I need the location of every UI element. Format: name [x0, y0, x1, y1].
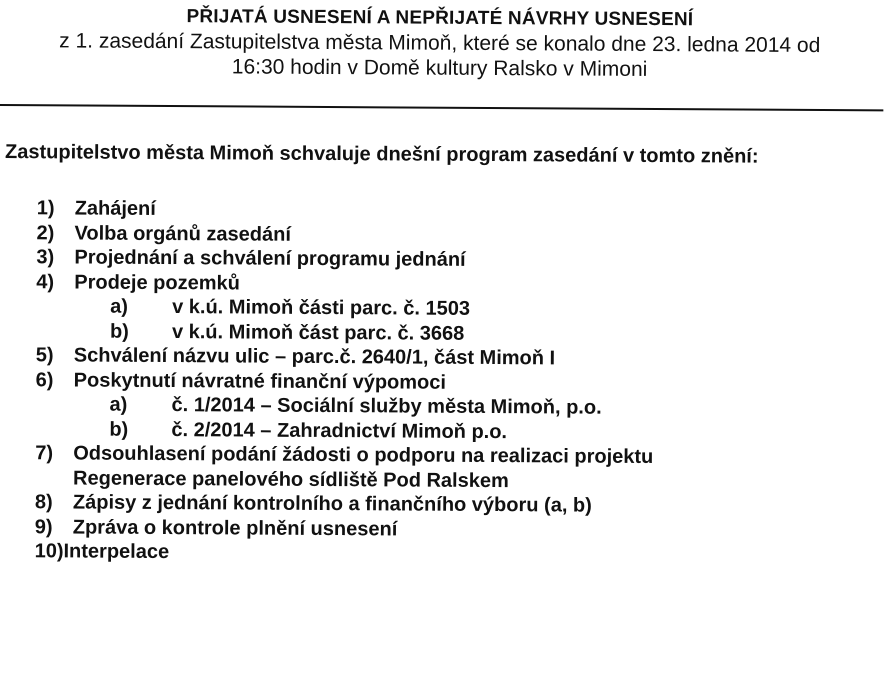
agenda-subitem-text: č. 2/2014 – Zahradnictví Mimoň p.o.: [171, 418, 508, 443]
agenda-subitem-text: v k.ú. Mimoň části parc. č. 1503: [172, 296, 471, 320]
agenda-item-text: Schválení názvu ulic – parc.č. 2640/1, část Mimoň I: [73, 344, 556, 370]
agenda-item-number: 8): [34, 491, 53, 514]
agenda-item-number: 2): [36, 221, 55, 244]
agenda-item-number: 3): [36, 246, 55, 269]
agenda-item-number: 1): [36, 197, 55, 220]
agenda-item: [35, 539, 865, 569]
header-divider: [0, 104, 883, 111]
resolution-lead: Zastupitelstvo města Mimoň schvaluje dnešní program zasedání v tomto znění:: [5, 141, 759, 168]
agenda-item-number: 4): [36, 270, 55, 293]
agenda-item-text: Odsouhlasení podání žádosti o podporu na realizaci projektu: [73, 442, 654, 468]
document-subtitle-line-2: 16:30 hodin v Domě kultury Ralsko v Mimoni: [231, 55, 648, 81]
agenda-item-text: Interpelace: [63, 540, 170, 564]
agenda-subitem-text: v k.ú. Mimoň část parc. č. 3668: [171, 320, 465, 345]
agenda-subitem-letter: b): [109, 418, 129, 441]
agenda-item-number: 10): [34, 540, 64, 563]
agenda-subitem-letter: a): [109, 393, 128, 416]
agenda-item-text: Volba orgánů zasedání: [74, 221, 291, 246]
agenda-item-text: Regenerace panelového sídliště Pod Ralskem: [73, 466, 509, 492]
agenda-subitem-text: č. 1/2014 – Sociální služby města Mimoň, p.o.: [171, 394, 602, 419]
document-header: [0, 4, 880, 83]
agenda-item-text: Zahájení: [74, 197, 156, 220]
document-title: PŘIJATÁ USNESENÍ A NEPŘIJATÉ NÁVRHY USNESENÍ: [186, 6, 694, 31]
document-subtitle-line-1: z 1. zasedání Zastupitelstva města Mimoň, které se konalo dne 23. ledna 2014 od: [59, 29, 821, 58]
agenda-item-text: Zápisy z jednání kontrolního a finančního výboru (a, b): [72, 491, 592, 517]
agenda-item-number: 6): [35, 368, 54, 391]
agenda-item-text: Poskytnutí návratné finanční výpomoci: [73, 368, 447, 394]
agenda-item-text: Projednání a schválení programu jednání: [74, 246, 466, 271]
agenda-list: [35, 196, 867, 569]
agenda-item-number: 9): [34, 515, 53, 538]
agenda-subitem-letter: a): [110, 295, 128, 318]
agenda-item-number: 5): [35, 344, 54, 367]
agenda-item-text: Prodeje pozemků: [74, 270, 240, 294]
agenda-item-text: Zpráva o kontrole plnění usnesení: [72, 515, 398, 540]
agenda-item-number: 7): [35, 442, 54, 465]
agenda-subitem-letter: b): [109, 320, 129, 343]
